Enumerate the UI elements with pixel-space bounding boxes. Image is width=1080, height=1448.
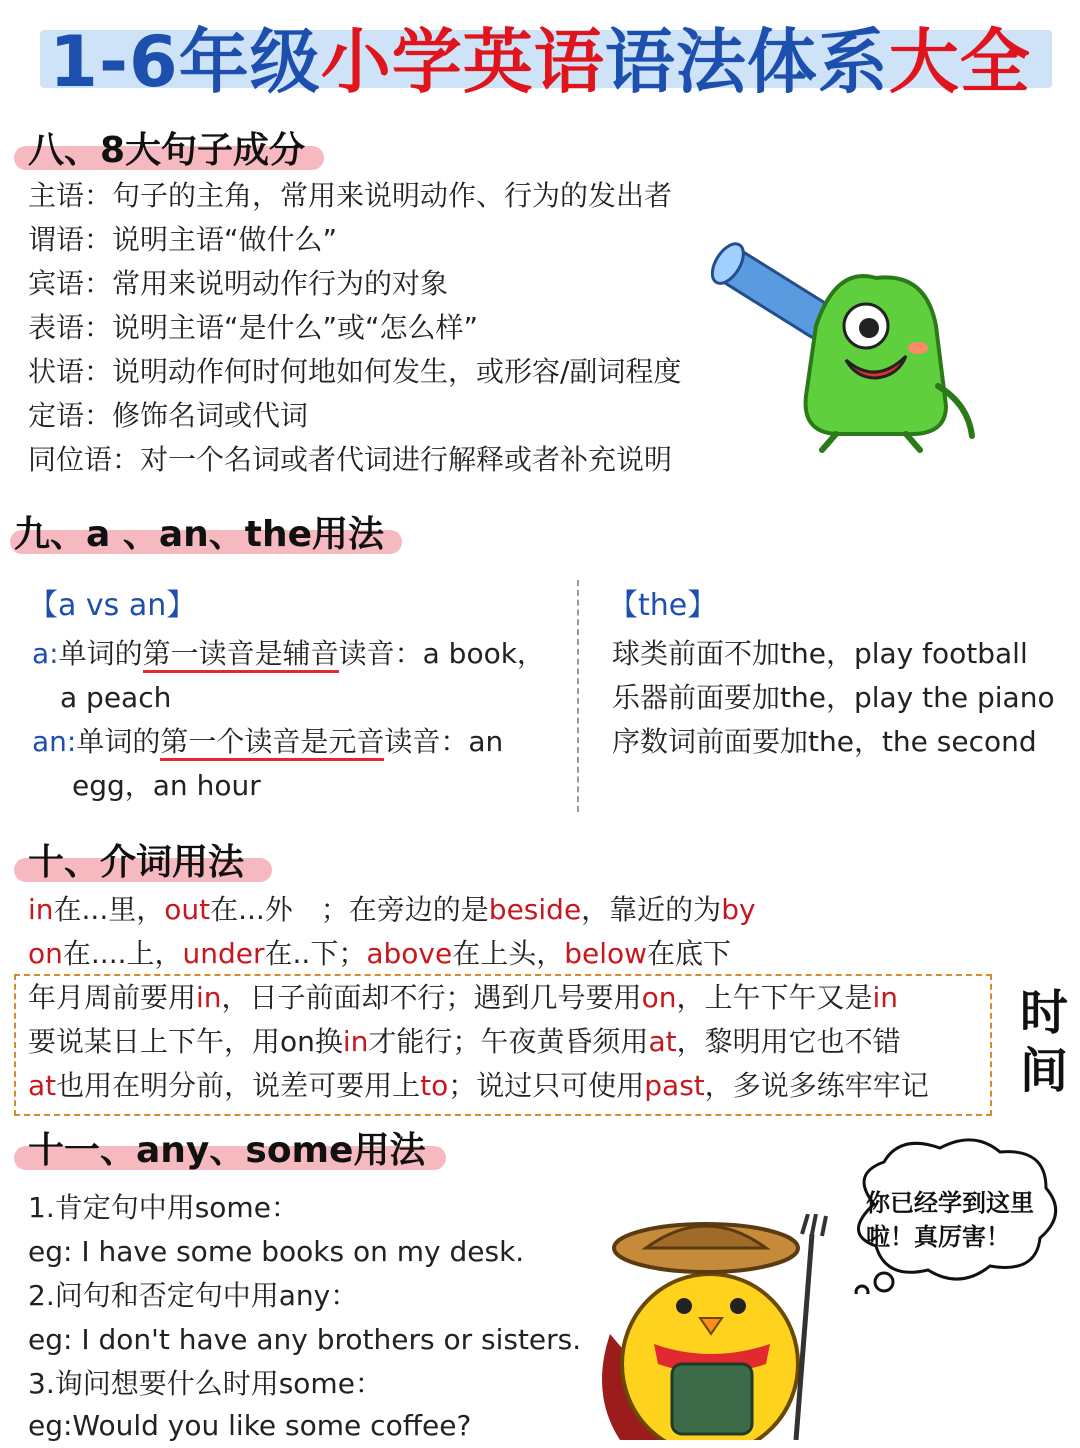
time-side-label: 时 间	[1019, 985, 1068, 1099]
s8-item-appositive: 同位语：对一个名词或者代词进行解释或者补充说明	[28, 443, 673, 476]
some-rule-3: 3.询问想要什么时用some：	[28, 1367, 383, 1400]
time-rhyme-line-2: 要说某日上下午，用on换in才能行；午夜黄昏须用at，黎明用它也不错	[28, 1025, 901, 1058]
a-rule-cont: a peach	[60, 681, 172, 714]
any-rule-2: 2.问句和否定句中用any：	[28, 1279, 359, 1312]
some-example-1: eg: I have some books on my desk.	[28, 1235, 525, 1268]
s8-item-object: 宾语：常用来说明动作行为的对象	[28, 267, 449, 300]
the-rule-ball: 球类前面不加the，play football	[612, 637, 1028, 670]
telescope-monster-icon	[706, 236, 986, 460]
s8-item-predicative: 表语：说明主语“是什么”或“怎么样”	[28, 311, 479, 344]
bubble-text: 你已经学到这里 啦！真厉害！	[866, 1189, 1034, 1251]
section-11-heading: 十一、any、some用法	[28, 1130, 426, 1171]
a-rule: a:单词的第一读音是辅音读音：a book，	[32, 632, 545, 676]
some-example-3: eg:Would you like some coffee?	[28, 1409, 472, 1442]
s8-item-adverbial: 状语：说明动作何时何地如何发生，或形容/副词程度	[28, 355, 682, 388]
section-8-heading: 八、8大句子成分	[28, 130, 306, 171]
s8-item-predicate: 谓语：说明主语“做什么”	[28, 223, 338, 256]
some-rule-1: 1.肯定句中用some：	[28, 1191, 299, 1224]
chick-mascot-icon	[580, 1214, 840, 1440]
any-example-2: eg: I don't have any brothers or sisters.	[28, 1323, 582, 1356]
the-title: 【the】	[608, 588, 718, 623]
time-rhyme-line-1: 年月周前要用in，日子前面却不行；遇到几号要用on，上午下午又是in	[28, 981, 898, 1014]
the-rule-instrument: 乐器前面要加the，play the piano	[612, 681, 1055, 714]
the-rule-ordinal: 序数词前面要加the，the second	[612, 725, 1037, 758]
time-rhyme-line-3: at也用在明分前，说差可要用上to；说过只可使用past，多说多练牢牢记	[28, 1069, 929, 1102]
an-rule: an:单词的第一个读音是元音读音：an	[32, 720, 503, 764]
a-vs-an-title: 【a vs an】	[28, 588, 197, 623]
s8-item-subject: 主语：句子的主角，常用来说明动作、行为的发出者	[28, 179, 673, 212]
section-10-heading: 十、介词用法	[28, 842, 245, 883]
s8-item-attributive: 定语：修饰名词或代词	[28, 399, 309, 432]
column-divider	[577, 580, 579, 812]
prep-row-2: on在....上，under在..下；above在上头，below在底下	[28, 937, 732, 970]
page-title: 1-6年级小学英语语法体系大全	[49, 21, 1031, 103]
prep-row-1: in在...里，out在...外 ；在旁边的是beside，靠近的为by	[28, 893, 756, 926]
section-9-heading: 九、a 、an、the用法	[14, 514, 385, 555]
an-rule-cont: egg，an hour	[72, 769, 261, 802]
